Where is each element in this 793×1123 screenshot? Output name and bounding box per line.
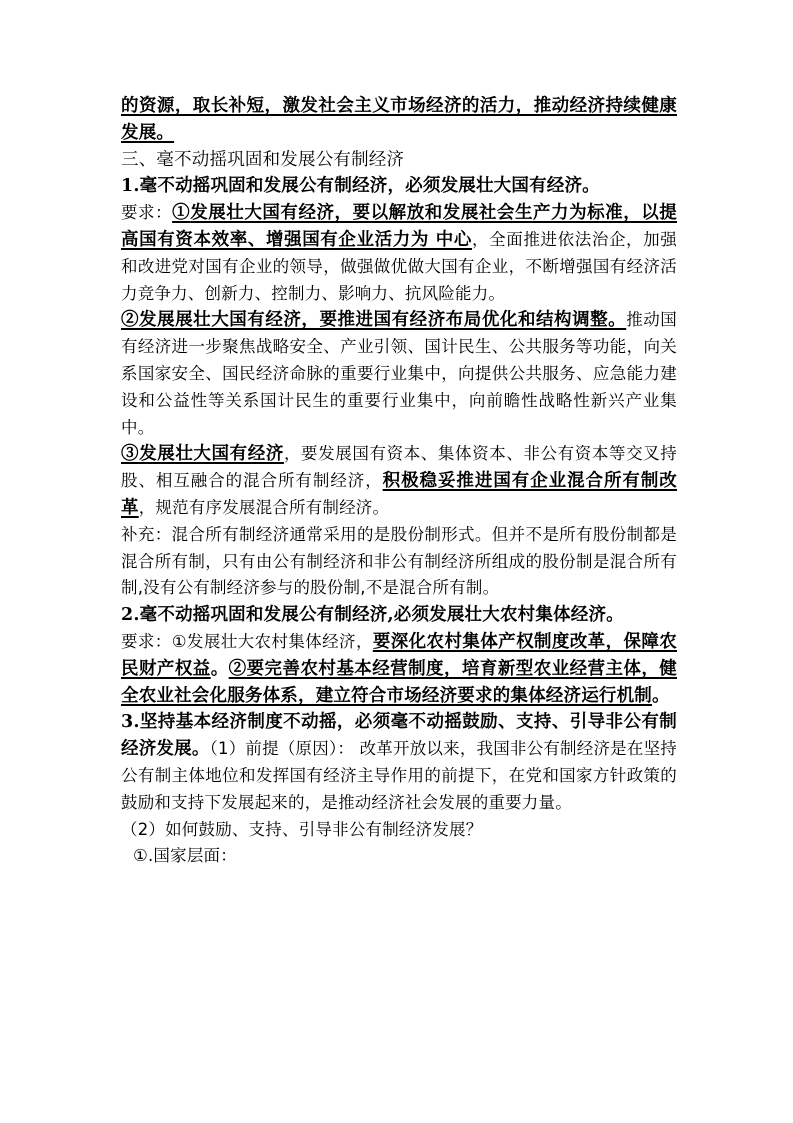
- item-2-r1-period: 。: [210, 658, 229, 679]
- requirement-3-underlined: ③发展壮大国有经济: [121, 444, 284, 465]
- item-2-r1-underlined: 要深化农村集体产权制度改革，保障农民财产权益: [121, 631, 677, 679]
- requirement-label: 要求：: [121, 203, 173, 223]
- item-3-premise: （1）前提（原因）： 改革开放以来，我国非公有制经济是在坚持公有制主体地位和发挥国有经济主导作用的前提下，在党和国家方针政策的鼓励和支持下发展起来的，是推动经济社会发展的重要力量。: [121, 739, 678, 812]
- item-1-requirement-2: [121, 307, 677, 441]
- requirement-2-rest: 推动国有经济进一步聚焦战略安全、产业引领、国计民生、公共服务等功能，向关系国家安全、国民经济命脉的重要行业集中，向提供公共服务、应急能力建设和公益性等关系国计民生的重要行业集中，向前瞻性战略性新兴产业集中。: [121, 310, 677, 437]
- requirement-label-2: 要求：: [121, 631, 172, 651]
- item-3-question: （2）如何鼓励、支持、引导非公有制经济发展？: [121, 819, 483, 839]
- requirement-2-underlined: ②发展展壮大国有经济，要推进国有经济布局优化和结构调整。: [121, 310, 627, 331]
- item-2-requirements: [121, 629, 677, 709]
- section-3-heading: 三、毫不动摇巩固和发展公有制经济: [121, 149, 405, 170]
- item-3-heading: 3.坚持基本经济制度不动摇，必须毫不动摇鼓励、支持、引导非公有制经济发展。: [121, 712, 677, 760]
- item-1-requirement-1: [121, 200, 677, 307]
- requirement-3-rest: ，规范有序发展混合所有制经济。: [138, 497, 390, 517]
- item-1-heading: 1.毫不动摇巩固和发展公有制经济，必须发展壮大国有经济。: [121, 176, 600, 197]
- item-2-r1-plain: ①发展壮大农村集体经济，: [171, 631, 373, 651]
- item-3-paragraph: [121, 709, 677, 816]
- requirement-3-middle: ，要发展国有资本、集体资本、非公有资本等交叉持股、相互融合的混合所有制经济，: [121, 444, 677, 491]
- requirement-3-underlined-2: 积极稳妥推进国有企业混合所有制改革: [121, 471, 678, 518]
- circled-1-marker: ①: [172, 203, 191, 224]
- supplement-paragraph: 补充：混合所有制经济通常采用的是股份制形式。但并不是所有股份制都是混合所有制，只有由公有制经济和非公有制经济所组成的股份制是混合所有制,没有公有制经济参与的股份制,不是混合所有制。: [121, 524, 677, 598]
- requirement-1-rest: ，全面推进依法治企，加强和改进党对国有企业的领导，做强做优做大国有企业，不断增强国有经济活力竞争力、创新力、控制力、影响力、抗风险能力。: [121, 229, 677, 303]
- item-2-r2-underlined: ②要完善农村基本经营制度，培育新型农业经营主体，健全农业社会化服务体系，建立符合市场经济要求的集体经济运行机制: [121, 658, 678, 706]
- item-1-requirement-3: [121, 441, 677, 521]
- requirement-1-underlined: 发展壮大国有经济，要以解放和发展社会生产力为标准，以提高国有资本效率、增强国有企业活力为 中心: [121, 203, 677, 250]
- item-2-r2-period: 。: [652, 685, 670, 706]
- document-body: [121, 93, 677, 870]
- item-2-heading: 2.毫不动摇巩固和发展公有制经济,必须发展壮大农村集体经济。: [121, 605, 624, 626]
- paragraph-continuation: [121, 93, 677, 147]
- state-level-heading: ①.国家层面：: [133, 846, 237, 866]
- continuation-text: 的资源，取长补短，激发社会主义市场经济的活力，推动经济持续健康发展。: [121, 96, 677, 143]
